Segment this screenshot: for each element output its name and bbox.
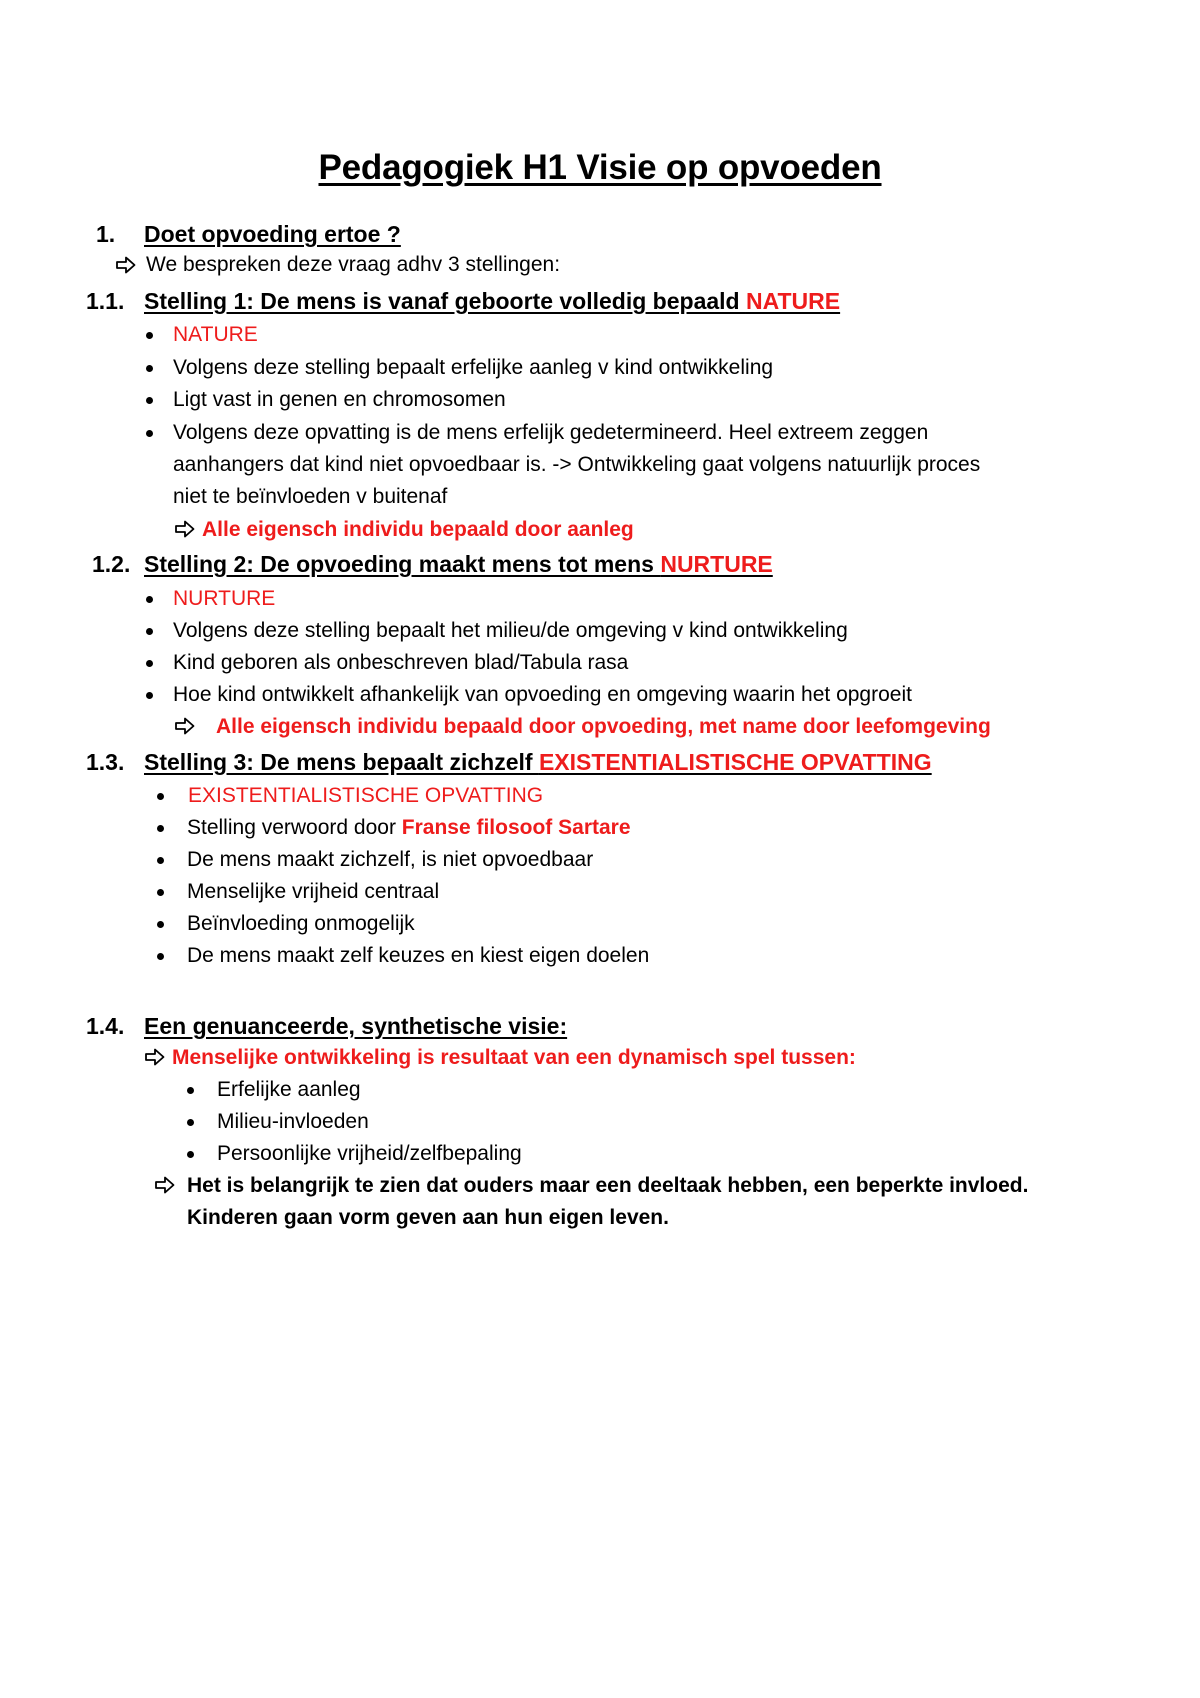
arrow-icon bbox=[175, 520, 195, 538]
section-1-3-bullet-5: Beïnvloeding onmogelijk bbox=[187, 912, 415, 935]
bullet-icon bbox=[157, 953, 164, 960]
bullet-icon bbox=[157, 857, 164, 864]
section-1-heading: Doet opvoeding ertoe ? bbox=[144, 221, 401, 247]
section-1-4-conclusion-line-1: Het is belangrijk te zien dat ouders maar een deeltaak hebben, een beperkte invloed. bbox=[187, 1174, 1029, 1197]
section-1-1-bullet-4-line-3: niet te beïnvloeden v buitenaf bbox=[173, 485, 448, 508]
section-1-3-heading-text: Stelling 3: De mens bepaalt zichzelf bbox=[144, 749, 539, 775]
bullet-icon bbox=[146, 430, 153, 437]
section-1-3-bullet-3: De mens maakt zichzelf, is niet opvoedbaar bbox=[187, 848, 594, 871]
section-1-4-heading: Een genuanceerde, synthetische visie: bbox=[144, 1013, 568, 1039]
section-1-2-heading-text: Stelling 2: De opvoeding maakt mens tot mens bbox=[144, 551, 661, 577]
section-1-1-bullet-1: NATURE bbox=[173, 323, 258, 346]
section-1-3-number: 1.3. bbox=[86, 749, 125, 775]
section-1-2-heading bbox=[144, 550, 773, 578]
document-title: Pedagogiek H1 Visie op opvoeden bbox=[318, 148, 882, 187]
section-1-1-bullet-3: Ligt vast in genen en chromosomen bbox=[173, 388, 506, 411]
section-1-1-arrow-text: Alle eigensch individu bepaald door aanleg bbox=[202, 518, 634, 541]
bullet-icon bbox=[157, 825, 164, 832]
section-1-arrow-text: We bespreken deze vraag adhv 3 stellingen: bbox=[146, 253, 561, 276]
bullet-icon bbox=[146, 692, 153, 699]
bullet-icon bbox=[146, 628, 153, 635]
section-1-4-arrow-text: Menselijke ontwikkeling is resultaat van een dynamisch spel tussen: bbox=[172, 1046, 856, 1069]
bullet-icon bbox=[187, 1087, 194, 1094]
section-1-2-bullet-3: Kind geboren als onbeschreven blad/Tabula rasa bbox=[173, 651, 629, 674]
section-1-3-bullet-2-highlight: Franse filosoof Sartare bbox=[401, 816, 631, 839]
section-1-2-bullet-1: NURTURE bbox=[173, 587, 276, 610]
arrow-icon bbox=[155, 1176, 175, 1194]
section-1-3-heading bbox=[144, 748, 932, 776]
bullet-icon bbox=[187, 1151, 194, 1158]
section-1-4-bullet-3: Persoonlijke vrijheid/zelfbepaling bbox=[217, 1142, 522, 1165]
section-1-1-number: 1.1. bbox=[86, 288, 125, 314]
section-1-3-bullet-2-text: Stelling verwoord door bbox=[187, 816, 402, 839]
bullet-icon bbox=[146, 596, 153, 603]
section-1-3-heading-highlight: EXISTENTIALISTISCHE OPVATTING bbox=[538, 749, 932, 775]
section-1-1-heading bbox=[144, 287, 840, 315]
bullet-icon bbox=[146, 365, 153, 372]
section-1-1-bullet-2: Volgens deze stelling bepaalt erfelijke aanleg v kind ontwikkeling bbox=[173, 356, 774, 379]
arrow-icon bbox=[145, 1048, 165, 1066]
bullet-icon bbox=[146, 397, 153, 404]
section-1-1-heading-highlight: NATURE bbox=[745, 288, 841, 314]
bullet-icon bbox=[157, 889, 164, 896]
section-1-3-bullet-6: De mens maakt zelf keuzes en kiest eigen doelen bbox=[187, 944, 650, 967]
bullet-icon bbox=[146, 332, 153, 339]
section-1-number: 1. bbox=[96, 221, 116, 247]
section-1-1-bullet-4-line-1: Volgens deze opvatting is de mens erfelijk gedetermineerd. Heel extreem zeggen bbox=[173, 421, 929, 444]
section-1-4-number: 1.4. bbox=[86, 1013, 125, 1039]
section-1-2-heading-highlight: NURTURE bbox=[660, 551, 773, 577]
section-1-2-bullet-2: Volgens deze stelling bepaalt het milieu/de omgeving v kind ontwikkeling bbox=[173, 619, 848, 642]
section-1-1-bullet-4-line-2: aanhangers dat kind niet opvoedbaar is. -> Ontwikkeling gaat volgens natuurlijk proces bbox=[173, 453, 981, 476]
section-1-4-conclusion-line-2: Kinderen gaan vorm geven aan hun eigen leven. bbox=[187, 1206, 669, 1229]
arrow-icon bbox=[175, 717, 195, 735]
section-1-1-heading-text: Stelling 1: De mens is vanaf geboorte volledig bepaald bbox=[144, 288, 746, 314]
section-1-2-bullet-4: Hoe kind ontwikkelt afhankelijk van opvoeding en omgeving waarin het opgroeit bbox=[173, 683, 912, 706]
section-1-2-number: 1.2. bbox=[92, 551, 131, 577]
section-1-4-bullet-2: Milieu-invloeden bbox=[217, 1110, 369, 1133]
section-1-3-bullet-1: EXISTENTIALISTISCHE OPVATTING bbox=[188, 784, 544, 807]
section-1-3-bullet-4: Menselijke vrijheid centraal bbox=[187, 880, 440, 903]
arrow-icon bbox=[116, 256, 136, 274]
bullet-icon bbox=[146, 660, 153, 667]
bullet-icon bbox=[157, 921, 164, 928]
section-1-2-arrow-text: Alle eigensch individu bepaald door opvoeding, met name door leefomgeving bbox=[216, 715, 991, 738]
bullet-icon bbox=[187, 1119, 194, 1126]
section-1-4-bullet-1: Erfelijke aanleg bbox=[217, 1078, 361, 1101]
section-1-3-bullet-2 bbox=[187, 815, 631, 841]
bullet-icon bbox=[157, 793, 164, 800]
